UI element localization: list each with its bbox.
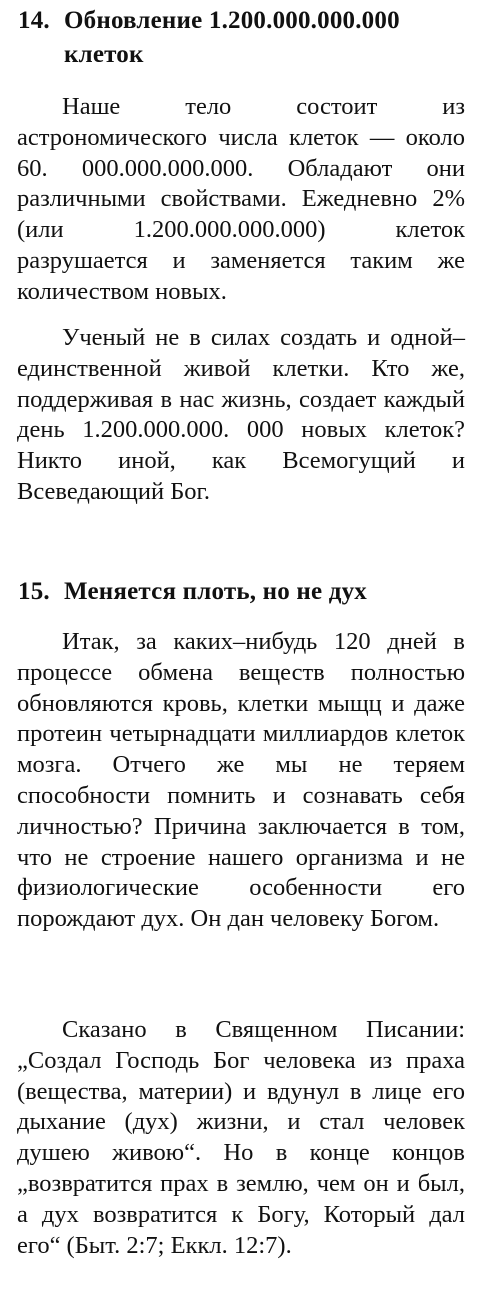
section-15-paragraph-2: Сказано в Священном Писании: „Создал Господь Бог человека из праха (вещества, материи) и вдунул в лице его дыхание (дух) жизни, и стал человек душею живою“. Но в конце концов „возвратится прах в землю, чем он и был, а дух возвратится к Богу, Который дал его“ (Быт. 2:7; Еккл. 12:7). xyxy=(17,1016,465,1259)
section-14-paragraph-1: Наше тело состоит из астрономического числа клеток — около 60. 000.000.000.000. Обладают они различными свойствами. Ежедневно 2% (или 1.200.000.000.000) клеток разрушается и заменяется таким же количеством новых. xyxy=(17,93,465,305)
section-14-title: Обновление 1.200.000.000.000 клеток xyxy=(64,7,400,68)
section-15-heading xyxy=(18,575,468,609)
section-14-heading xyxy=(18,4,468,72)
section-14-paragraph-2: Ученый не в силах создать и одной–единственной живой клетки. Кто же, поддерживая в нас жизнь, создает каждый день 1.200.000.000. 000 новых клеток? Никто иной, как Всемогущий и Всеведающий Бог. xyxy=(17,324,465,505)
section-14-number: 14. xyxy=(18,7,50,34)
section-15-paragraph-1: Итак, за каких–нибудь 120 дней в процессе обмена веществ полностью обновляются кровь, клетки мыщц и даже протеин четырнадцати миллиардов клеток мозга. Отчего же мы не теряем способности помнить и сознавать себя личностью? Причина заключается в том, что не строение нашего организма и не физиологические особенности его порождают дух. Он дан человеку Богом. xyxy=(17,628,465,933)
section-15-title: Меняется плоть, но не дух xyxy=(64,578,367,605)
section-15-number: 15. xyxy=(18,578,50,605)
